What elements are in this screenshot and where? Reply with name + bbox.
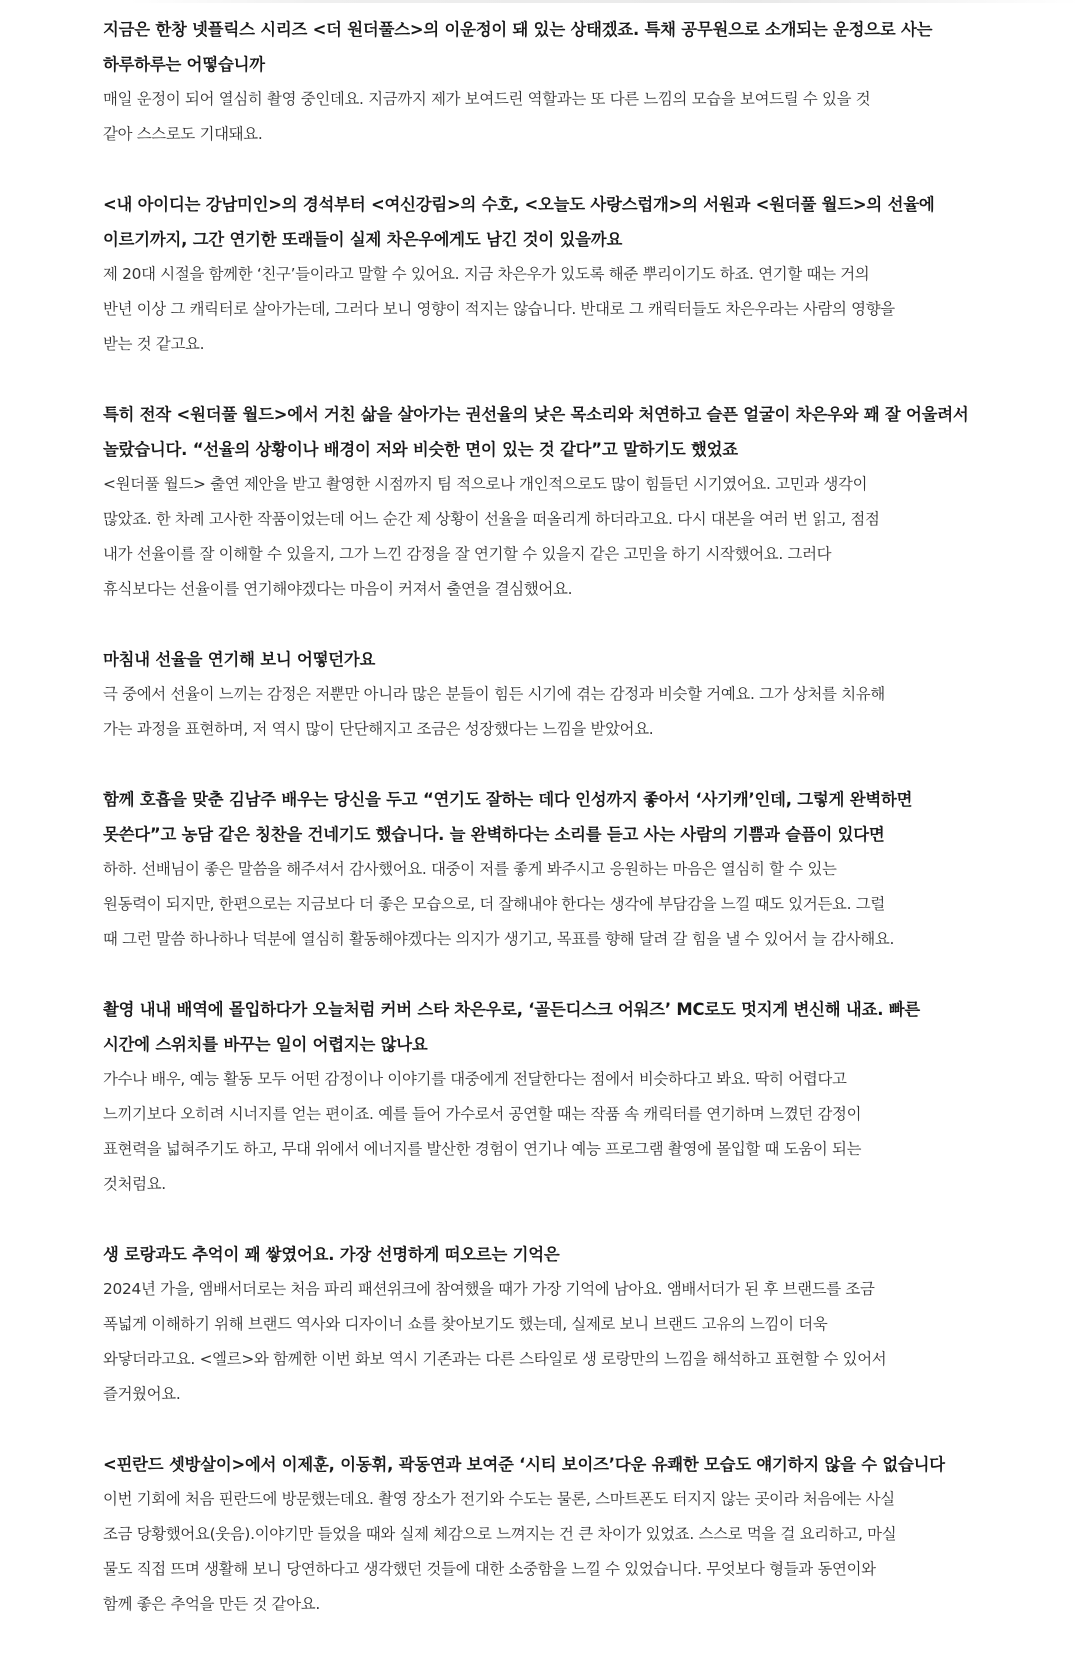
interview-question: 촬영 내내 배역에 몰입하다가 오늘처럼 커버 스타 차은우로, ‘골든디스크 어워즈’ MC로도 멋지게 변신해 내죠. 빠른 시간에 스위치를 바꾸는 일이 어렵지는 않나요 — [103, 1000, 920, 1054]
interview-question: <내 아이디는 강남미인>의 경석부터 <여신강림>의 수호, <오늘도 사랑스럽개>의 서원과 <원더풀 월드>의 선율에 이르기까지, 그간 연기한 또래들이 실제 차은우에게도 남긴 것이 있을까요 — [103, 195, 935, 249]
interview-question: <핀란드 셋방살이>에서 이제훈, 이동휘, 곽동연과 보여준 ‘시티 보이즈’다운 유쾌한 모습도 얘기하지 않을 수 없습니다 — [103, 1455, 945, 1474]
interview-article — [103, 12, 983, 1657]
interview-question: 생 로랑과도 추억이 꽤 쌓였어요. 가장 선명하게 떠오르는 기억은 — [103, 1245, 560, 1264]
interview-answer: <원더풀 월드> 출연 제안을 받고 촬영한 시점까지 팀 적으로나 개인적으로도 많이 힘들던 시기였어요. 고민과 생각이 많았죠. 한 차례 고사한 작품이었는데 어느 순간 제 상황이 선율을 떠올리게 하더라고요. 다시 대본을 여러 번 읽고, 점점 내가 선율이를 잘 이해할 수 있을지, 그가 느낀 감정을 잘 연기할 수 있을지 같은 고민을 하기 시작했어요. 그러다 휴식보다는 선율이를 연기해야겠다는 마음이 커져서 출연을 결심했어요. — [103, 475, 880, 598]
qa-block — [103, 642, 983, 747]
qa-block — [103, 1237, 983, 1412]
interview-answer: 하하. 선배님이 좋은 말씀을 해주셔서 감사했어요. 대중이 저를 좋게 봐주시고 응원하는 마음은 열심히 할 수 있는 원동력이 되지만, 한편으로는 지금보다 더 좋은 모습으로, 더 잘해내야 한다는 생각에 부담감을 느낄 때도 있거든요. 그럴 때 그런 말씀 하나하나 덕분에 열심히 활동해야겠다는 의지가 생기고, 목표를 향해 달려 갈 힘을 낼 수 있어서 늘 감사해요. — [103, 860, 895, 948]
qa-block — [103, 782, 983, 957]
interview-answer: 가수나 배우, 예능 활동 모두 어떤 감정이나 이야기를 대중에게 전달한다는 점에서 비슷하다고 봐요. 딱히 어렵다고 느끼기보다 오히려 시너지를 얻는 편이죠. 예를 들어 가수로서 공연할 때는 작품 속 캐릭터를 연기하며 느꼈던 감정이 표현력을 넓혀주기도 하고, 무대 위에서 에너지를 발산한 경험이 연기나 예능 프로그램 촬영에 몰입할 때 도움이 되는 것처럼요. — [103, 1070, 862, 1193]
qa-block — [103, 1447, 983, 1622]
qa-block — [103, 12, 983, 152]
interview-answer: 제 20대 시절을 함께한 ‘친구’들이라고 말할 수 있어요. 지금 차은우가 있도록 해준 뿌리이기도 하죠. 연기할 때는 거의 반년 이상 그 캐릭터로 살아가는데, 그러다 보니 영향이 적지는 않습니다. 반대로 그 캐릭터들도 차은우라는 사람의 영향을 받는 것 같고요. — [103, 265, 895, 353]
qa-block — [103, 187, 983, 362]
top-divider — [0, 0, 1080, 3]
interview-question: 마침내 선율을 연기해 보니 어떻던가요 — [103, 650, 376, 669]
interview-answer: 매일 운정이 되어 열심히 촬영 중인데요. 지금까지 제가 보여드린 역할과는 또 다른 느낌의 모습을 보여드릴 수 있을 것 같아 스스로도 기대돼요. — [103, 90, 871, 143]
interview-answer: 극 중에서 선율이 느끼는 감정은 저뿐만 아니라 많은 분들이 힘든 시기에 겪는 감정과 비슷할 거예요. 그가 상처를 치유해 가는 과정을 표현하며, 저 역시 많이 단단해지고 조금은 성장했다는 느낌을 받았어요. — [103, 685, 885, 738]
interview-question: 지금은 한창 넷플릭스 시리즈 <더 원더풀스>의 이운정이 돼 있는 상태겠죠. 특채 공무원으로 소개되는 운정으로 사는 하루하루는 어떻습니까 — [103, 20, 933, 74]
interview-answer: 이번 기회에 처음 핀란드에 방문했는데요. 촬영 장소가 전기와 수도는 물론, 스마트폰도 터지지 않는 곳이라 처음에는 사실 조금 당황했어요(웃음).이야기만 들었을 때와 실제 체감으로 느껴지는 건 큰 차이가 있었죠. 스스로 먹을 걸 요리하고, 마실 물도 직접 뜨며 생활해 보니 당연하다고 생각했던 것들에 대한 소중함을 느낄 수 있었습니다. 무엇보다 형들과 동연이와 함께 좋은 추억을 만든 것 같아요. — [103, 1490, 897, 1613]
interview-answer: 2024년 가을, 앰배서더로는 처음 파리 패션위크에 참여했을 때가 가장 기억에 남아요. 앰배서더가 된 후 브랜드를 조금 폭넓게 이해하기 위해 브랜드 역사와 디자이너 쇼를 찾아보기도 했는데, 실제로 보니 브랜드 고유의 느낌이 더욱 와닿더라고요. <엘르>와 함께한 이번 화보 역시 기존과는 다른 스타일로 생 로랑만의 느낌을 해석하고 표현할 수 있어서 즐거웠어요. — [103, 1280, 887, 1403]
qa-block — [103, 397, 983, 607]
qa-block — [103, 992, 983, 1202]
interview-question: 함께 호흡을 맞춘 김남주 배우는 당신을 두고 “연기도 잘하는 데다 인성까지 좋아서 ‘사기캐’인데, 그렇게 완벽하면 못쓴다”고 농담 같은 칭찬을 건네기도 했습니다. 늘 완벽하다는 소리를 듣고 사는 사람의 기쁨과 슬픔이 있다면 — [103, 790, 913, 844]
interview-question: 특히 전작 <원더풀 월드>에서 거친 삶을 살아가는 권선율의 낮은 목소리와 처연하고 슬픈 얼굴이 차은우와 꽤 잘 어울려서 놀랐습니다. “선율의 상황이나 배경이 저와 비슷한 면이 있는 것 같다”고 말하기도 했었죠 — [103, 405, 969, 459]
